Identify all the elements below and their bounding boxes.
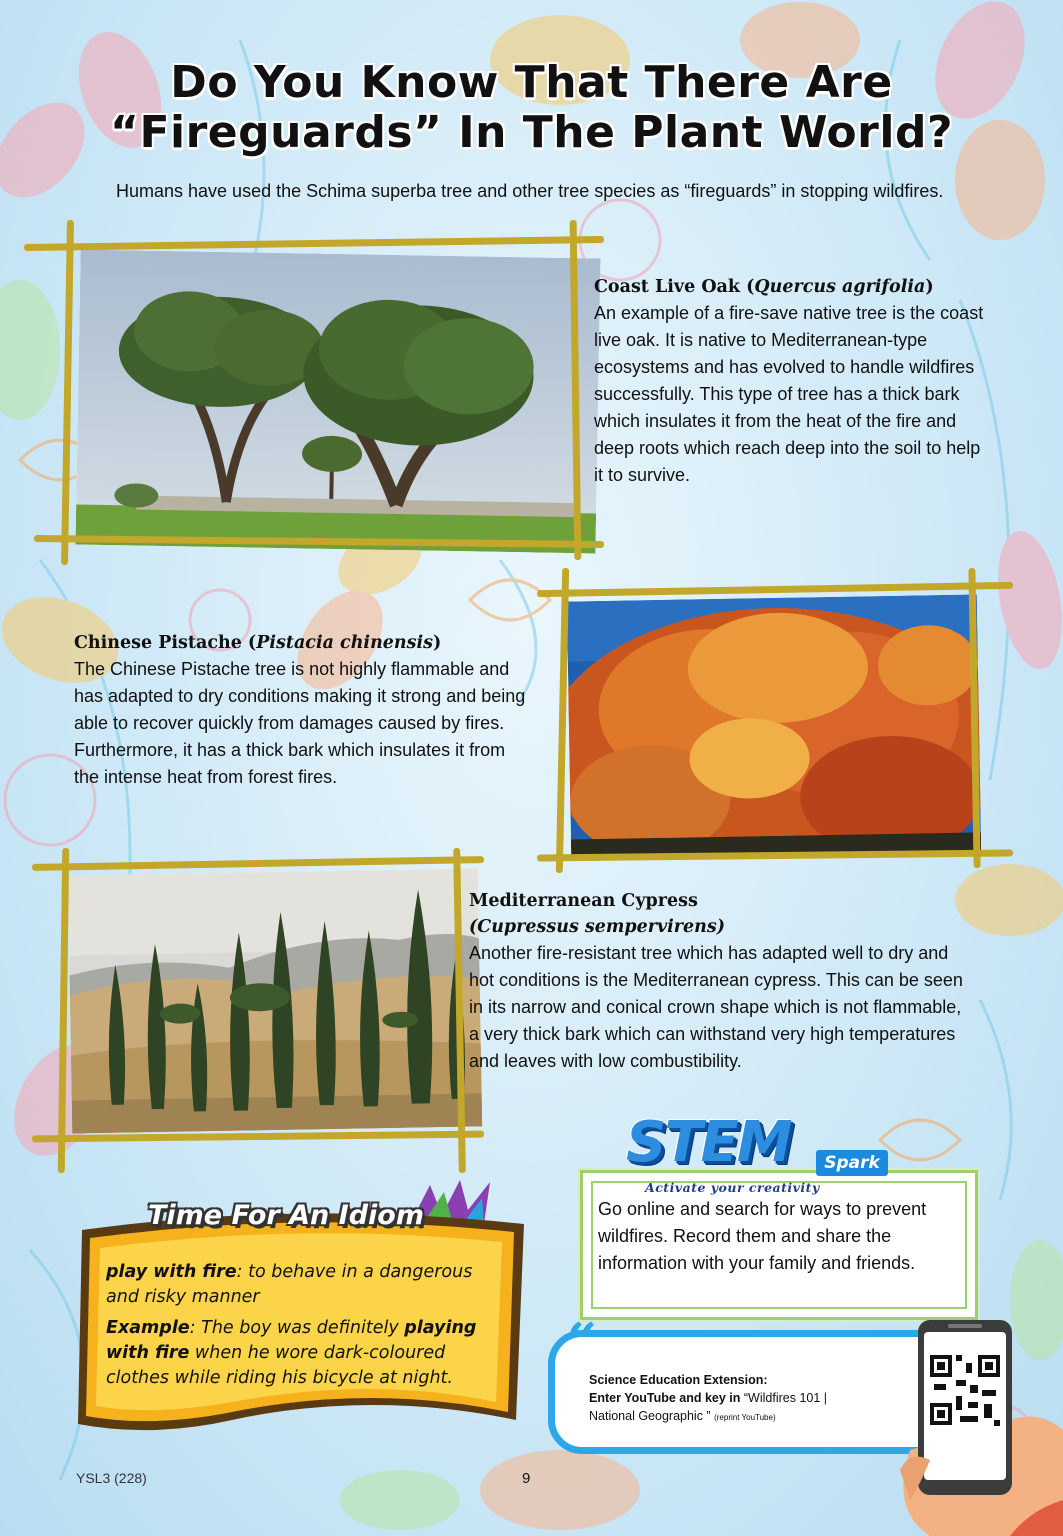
mediterranean-cypress-photo-frame <box>32 848 484 1173</box>
idiom-content <box>106 1260 506 1397</box>
title-line-2: “Fireguards” In The Plant World? <box>110 107 953 158</box>
coast-live-oak-heading-end: ) <box>925 277 934 297</box>
section-chinese-pistache <box>74 630 534 791</box>
quote-icon: “ <box>566 1311 598 1375</box>
idiom-definition <box>106 1260 506 1310</box>
idiom-definition-text: : to behave in a dangerous and risky manner <box>106 1262 473 1307</box>
chinese-pistache-latin-name: Pistacia chinensis <box>256 633 433 653</box>
chinese-pistache-heading-end: ) <box>433 633 442 653</box>
mediterranean-cypress-body: Another fire-resistant tree which has adapted well to dry and hot conditions is the Mediterranean cypress. This can be seen in its narrow and conical crown shape which is not flammable, a very thick bark which can withstand very high temperatures and leaves with low combustibility. <box>469 943 963 1071</box>
idiom-phrase: play with fire <box>106 1262 237 1282</box>
mediterranean-cypress-latin-name <box>469 914 969 940</box>
mediterranean-cypress-latin: (Cupressus sempervirens) <box>469 917 726 937</box>
title-line-1: Do You Know That There Are <box>170 57 893 108</box>
page-number: 9 <box>522 1470 531 1487</box>
stem-tagline: Activate your creativity <box>645 1180 820 1195</box>
idiom-example-pre: : The boy was definitely <box>189 1318 405 1338</box>
chinese-pistache-body: The Chinese Pistache tree is not highly flammable and has adapted to dry conditions making it strong and being able to recover quickly from damages caused by fires. Furthermore, it has a thick bark which insulates it from the intense heat from forest fires. <box>74 659 526 787</box>
idiom-example-label: Example <box>106 1318 190 1338</box>
frame-bar-left <box>58 848 70 1173</box>
mediterranean-cypress-photo <box>68 868 482 1133</box>
chinese-pistache-heading-name: Chinese Pistache ( <box>74 633 257 653</box>
frame-bar-left <box>61 220 74 565</box>
frame-bar-top <box>24 236 604 251</box>
phone-qr-icon <box>890 1310 1063 1536</box>
science-extension-text <box>589 1371 889 1427</box>
coast-live-oak-latin-name: Quercus agrifolia <box>754 277 926 297</box>
page-title <box>0 58 1063 158</box>
idiom-example <box>106 1316 506 1391</box>
idiom-title: Time For An Idiom <box>148 1200 424 1231</box>
coast-live-oak-heading <box>594 274 994 300</box>
idiom-example-phrase: playing with fire <box>106 1318 477 1363</box>
stem-logo: STEM <box>626 1110 791 1175</box>
coast-live-oak-photo-frame <box>24 220 604 565</box>
chinese-pistache-photo-frame <box>537 568 1013 873</box>
frame-bar-left <box>556 568 569 873</box>
chinese-pistache-photo <box>567 594 981 859</box>
science-extension-reprint-note: (reprint YouTube) <box>714 1413 776 1422</box>
section-coast-live-oak <box>594 274 994 489</box>
section-mediterranean-cypress <box>469 888 969 1075</box>
idiom-example-post: when he wore dark-coloured clothes while riding his bicycle at night. <box>106 1343 453 1388</box>
footer-code: YSL3 (228) <box>76 1470 147 1486</box>
science-extension-query: “Wildfires 101 | <box>740 1391 828 1405</box>
intro-text: Humans have used the Schima superba tree and other tree species as “fireguards” in stopping wildfires. <box>116 181 944 201</box>
mediterranean-cypress-heading: Mediterranean Cypress <box>469 891 698 911</box>
science-extension-title: Science Education Extension: <box>589 1373 768 1387</box>
coast-live-oak-photo <box>75 249 600 553</box>
chinese-pistache-heading <box>74 630 534 656</box>
science-extension-instruction: Enter YouTube and key in <box>589 1391 741 1405</box>
science-extension-query-end: National Geographic ” <box>589 1409 711 1423</box>
stem-spark-badge: Spark <box>816 1150 888 1176</box>
stem-text: Go online and search for ways to prevent wildfires. Record them and share the information with your family and friends. <box>598 1199 927 1273</box>
coast-live-oak-body: An example of a fire-save native tree is the coast live oak. It is native to Mediterranean-type ecosystems and has evolved to handle wildfires successfully. This type of tree has a thick bark which insulates it from the heat of the fire and deep roots which reach deep into the soil to help it to survive. <box>594 303 984 485</box>
coast-live-oak-heading-name: Coast Live Oak ( <box>594 277 755 297</box>
